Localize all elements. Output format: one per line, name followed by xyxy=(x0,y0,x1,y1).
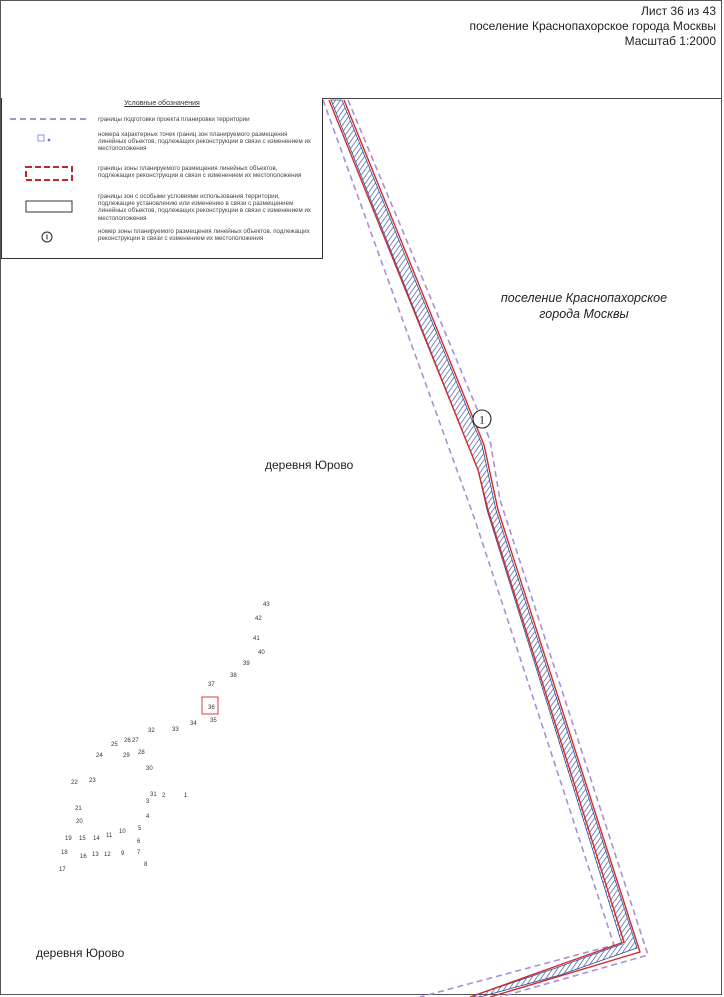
point-label-14: 14 xyxy=(93,836,100,842)
point-label-35: 35 xyxy=(210,718,217,724)
point-label-8: 8 xyxy=(144,862,148,868)
map-scale: Масштаб 1:2000 xyxy=(624,34,716,48)
place-label-line: поселение Краснопахорское xyxy=(500,291,668,305)
point-label-29: 29 xyxy=(123,753,130,759)
point-label-25: 25 xyxy=(111,742,118,748)
point-label-39: 39 xyxy=(243,661,250,667)
point-label-12: 12 xyxy=(104,852,111,858)
special-conditions-zone xyxy=(331,100,637,997)
point-label-40: 40 xyxy=(258,650,265,656)
planning-boundary-left xyxy=(323,100,614,997)
point-label-37: 37 xyxy=(208,682,215,688)
point-label-17: 17 xyxy=(59,867,66,873)
point-label-36: 36 xyxy=(208,705,215,711)
place-label-yurovo: деревня Юрово xyxy=(265,458,354,472)
zone-number-text: 1 xyxy=(479,412,485,427)
point-label-19: 19 xyxy=(65,836,72,842)
point-label-10: 10 xyxy=(119,829,126,835)
point-label-32: 32 xyxy=(148,728,155,734)
legend-item-text: номера характерных точек границ зон планируемого размещения линейных объектов, подлежащих реконструкции в связи с изменением их местоположения xyxy=(98,131,312,153)
point-label-22: 22 xyxy=(71,780,78,786)
characteristic-points xyxy=(59,602,270,873)
place-label-line: города Москвы xyxy=(539,307,629,321)
point-label-42: 42 xyxy=(255,616,262,622)
point-label-43: 43 xyxy=(263,602,270,608)
point-label-7: 7 xyxy=(137,850,141,856)
point-label-5: 5 xyxy=(138,826,142,832)
sheet-number: Лист 36 из 43 xyxy=(641,4,716,18)
legend-item-text: границы зон с особыми условиями использования территории, подлежащие установлению или изменению в связи с размещением линейных объектов, подлежащих реконструкции в связи с изменением их местоположения xyxy=(98,193,312,222)
place-label-krasnopakhorskoe xyxy=(474,290,694,322)
point-label-23: 23 xyxy=(89,778,96,784)
point-label-6: 6 xyxy=(137,839,141,845)
point-label-1: 1 xyxy=(184,793,188,799)
point-number-icon xyxy=(36,133,56,145)
circled-one-icon xyxy=(40,230,54,244)
point-label-18: 18 xyxy=(61,850,68,856)
point-label-24: 24 xyxy=(96,753,103,759)
point-label-4: 4 xyxy=(146,814,150,820)
point-label-31: 31 xyxy=(150,792,157,798)
legend-panel xyxy=(1,98,323,259)
point-label-21: 21 xyxy=(75,806,82,812)
legend-item-text: границы зоны планируемого размещения линейных объектов, подлежащих реконструкции в связи с изменением их местоположения xyxy=(98,165,302,180)
legend-plain-rect-symbol xyxy=(24,199,74,215)
point-label-2: 2 xyxy=(162,793,166,799)
legend-red-dashed-rect-symbol xyxy=(24,165,74,183)
point-label-15: 15 xyxy=(79,836,86,842)
settlement-title: поселение Краснопахорское города Москвы xyxy=(469,19,716,33)
point-label-33: 33 xyxy=(172,727,179,733)
point-label-3: 3 xyxy=(146,799,150,805)
point-label-30: 30 xyxy=(146,766,153,772)
legend-item-text: номер зоны планируемого размещения линейных объектов, подлежащих реконструкции в связи с изменением их местоположения xyxy=(98,228,310,243)
point-label-27: 27 xyxy=(132,738,139,744)
point-label-16: 16 xyxy=(80,854,87,860)
point-label-20: 20 xyxy=(76,819,83,825)
legend-item-text: границы подготовки проекта планировки территории xyxy=(98,116,250,123)
legend-dashed-boundary-symbol xyxy=(10,115,90,123)
corridor-boundary-left xyxy=(329,100,624,997)
place-label-yurovo: деревня Юрово xyxy=(36,946,125,960)
point-label-26: 26 xyxy=(124,738,131,744)
point-label-38: 38 xyxy=(230,673,237,679)
legend-title: Условные обозначения xyxy=(124,100,200,107)
point-label-9: 9 xyxy=(121,851,125,857)
point-label-11: 11 xyxy=(106,833,113,839)
point-label-41: 41 xyxy=(253,636,260,642)
point-label-28: 28 xyxy=(138,750,145,756)
point-label-34: 34 xyxy=(190,721,197,727)
point-label-13: 13 xyxy=(92,852,99,858)
